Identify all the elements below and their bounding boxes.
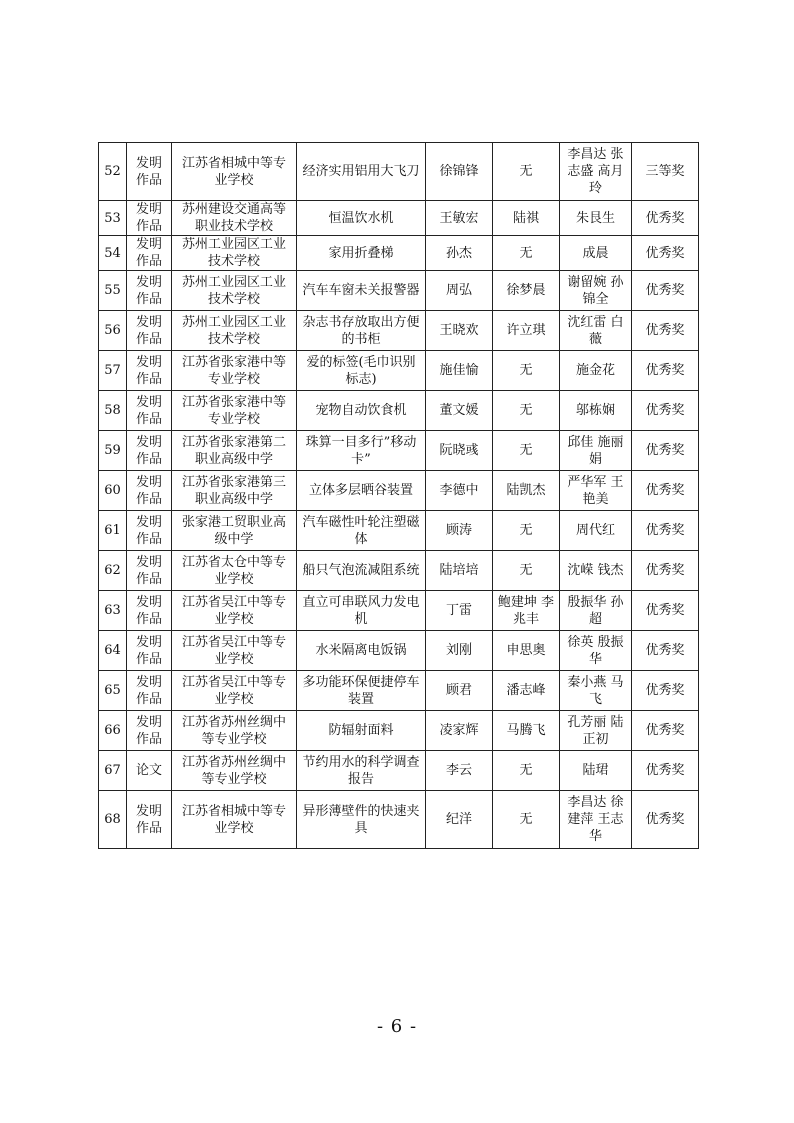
cell-entry-title: 宠物自动饮食机 <box>297 391 426 431</box>
table-row <box>99 143 699 201</box>
cell-instructor: 周代红 <box>560 511 632 551</box>
cell-number: 54 <box>99 236 127 271</box>
cell-author: 王晓欢 <box>426 311 493 351</box>
cell-author: 丁雷 <box>426 591 493 631</box>
cell-coauthor: 无 <box>493 351 560 391</box>
cell-author: 董文媛 <box>426 391 493 431</box>
cell-school: 江苏省相城中等专业学校 <box>172 143 297 201</box>
cell-entry-type: 发明作品 <box>127 791 172 849</box>
table-row <box>99 551 699 591</box>
cell-author: 李云 <box>426 751 493 791</box>
cell-entry-type: 发明作品 <box>127 201 172 236</box>
cell-number: 61 <box>99 511 127 551</box>
cell-instructor: 沈嵘 钱杰 <box>560 551 632 591</box>
cell-author: 阮晓彧 <box>426 431 493 471</box>
cell-entry-type: 发明作品 <box>127 711 172 751</box>
cell-author: 纪洋 <box>426 791 493 849</box>
cell-school: 苏州工业园区工业技术学校 <box>172 236 297 271</box>
cell-award: 优秀奖 <box>632 591 699 631</box>
cell-entry-type: 发明作品 <box>127 236 172 271</box>
cell-award: 优秀奖 <box>632 351 699 391</box>
cell-school: 苏州建设交通高等职业技术学校 <box>172 201 297 236</box>
cell-coauthor: 无 <box>493 236 560 271</box>
cell-entry-type: 发明作品 <box>127 591 172 631</box>
cell-coauthor: 无 <box>493 751 560 791</box>
cell-coauthor: 陆祺 <box>493 201 560 236</box>
cell-coauthor: 潘志峰 <box>493 671 560 711</box>
cell-entry-type: 论文 <box>127 751 172 791</box>
cell-entry-title: 船只气泡流减阻系统 <box>297 551 426 591</box>
cell-number: 55 <box>99 271 127 311</box>
table-row <box>99 751 699 791</box>
cell-number: 62 <box>99 551 127 591</box>
cell-award: 优秀奖 <box>632 631 699 671</box>
cell-instructor: 秦小燕 马飞 <box>560 671 632 711</box>
cell-award: 优秀奖 <box>632 711 699 751</box>
cell-author: 周弘 <box>426 271 493 311</box>
cell-award: 优秀奖 <box>632 511 699 551</box>
cell-number: 57 <box>99 351 127 391</box>
cell-entry-title: 防辐射面料 <box>297 711 426 751</box>
cell-school: 张家港工贸职业高级中学 <box>172 511 297 551</box>
cell-author: 凌家辉 <box>426 711 493 751</box>
cell-instructor: 殷振华 孙超 <box>560 591 632 631</box>
cell-coauthor: 陆凯杰 <box>493 471 560 511</box>
cell-coauthor: 无 <box>493 391 560 431</box>
cell-instructor: 李昌达 张志盛 高月玲 <box>560 143 632 201</box>
cell-author: 徐锦锋 <box>426 143 493 201</box>
cell-entry-title: 汽车磁性叶轮注塑磁体 <box>297 511 426 551</box>
cell-coauthor: 鲍建坤 李兆丰 <box>493 591 560 631</box>
cell-school: 江苏省相城中等专业学校 <box>172 791 297 849</box>
cell-entry-title: 珠算一目多行”移动卡” <box>297 431 426 471</box>
cell-number: 68 <box>99 791 127 849</box>
table-row <box>99 711 699 751</box>
page-number: - 6 - <box>376 1016 418 1037</box>
table-row <box>99 201 699 236</box>
table-row <box>99 351 699 391</box>
cell-instructor: 成晨 <box>560 236 632 271</box>
cell-entry-title: 立体多层晒谷装置 <box>297 471 426 511</box>
cell-entry-type: 发明作品 <box>127 671 172 711</box>
cell-school: 江苏省张家港第二职业高级中学 <box>172 431 297 471</box>
cell-instructor: 谢留婉 孙锦全 <box>560 271 632 311</box>
cell-author: 施佳愉 <box>426 351 493 391</box>
cell-coauthor: 无 <box>493 511 560 551</box>
cell-school: 江苏省苏州丝绸中等专业学校 <box>172 751 297 791</box>
cell-entry-title: 水米隔离电饭锅 <box>297 631 426 671</box>
cell-coauthor: 徐梦晨 <box>493 271 560 311</box>
table-row <box>99 471 699 511</box>
cell-school: 江苏省太仓中等专业学校 <box>172 551 297 591</box>
cell-entry-type: 发明作品 <box>127 143 172 201</box>
cell-award: 优秀奖 <box>632 311 699 351</box>
cell-entry-title: 恒温饮水机 <box>297 201 426 236</box>
cell-entry-type: 发明作品 <box>127 311 172 351</box>
cell-number: 65 <box>99 671 127 711</box>
table-row <box>99 391 699 431</box>
cell-school: 江苏省苏州丝绸中等专业学校 <box>172 711 297 751</box>
cell-coauthor: 无 <box>493 143 560 201</box>
cell-school: 江苏省吴江中等专业学校 <box>172 591 297 631</box>
cell-number: 60 <box>99 471 127 511</box>
table-row <box>99 791 699 849</box>
cell-coauthor: 许立琪 <box>493 311 560 351</box>
cell-award: 优秀奖 <box>632 201 699 236</box>
cell-award: 优秀奖 <box>632 751 699 791</box>
cell-award: 优秀奖 <box>632 391 699 431</box>
cell-author: 王敏宏 <box>426 201 493 236</box>
cell-entry-type: 发明作品 <box>127 511 172 551</box>
cell-number: 67 <box>99 751 127 791</box>
cell-award: 优秀奖 <box>632 431 699 471</box>
awards-table-body <box>99 143 699 849</box>
cell-award: 优秀奖 <box>632 671 699 711</box>
cell-entry-type: 发明作品 <box>127 391 172 431</box>
table-row <box>99 271 699 311</box>
cell-coauthor: 申思奥 <box>493 631 560 671</box>
cell-school: 江苏省张家港中等专业学校 <box>172 391 297 431</box>
cell-number: 52 <box>99 143 127 201</box>
cell-number: 53 <box>99 201 127 236</box>
cell-coauthor: 无 <box>493 431 560 471</box>
cell-instructor: 李昌达 徐建萍 王志华 <box>560 791 632 849</box>
table-row <box>99 431 699 471</box>
cell-number: 58 <box>99 391 127 431</box>
cell-instructor: 徐英 殷振华 <box>560 631 632 671</box>
cell-number: 63 <box>99 591 127 631</box>
cell-entry-title: 爱的标签(毛巾识别标志) <box>297 351 426 391</box>
table-row <box>99 631 699 671</box>
cell-coauthor: 无 <box>493 551 560 591</box>
cell-school: 苏州工业园区工业技术学校 <box>172 271 297 311</box>
cell-coauthor: 无 <box>493 791 560 849</box>
cell-number: 56 <box>99 311 127 351</box>
table-row <box>99 236 699 271</box>
cell-instructor: 施金花 <box>560 351 632 391</box>
cell-entry-title: 家用折叠梯 <box>297 236 426 271</box>
cell-school: 苏州工业园区工业技术学校 <box>172 311 297 351</box>
cell-entry-type: 发明作品 <box>127 271 172 311</box>
cell-coauthor: 马腾飞 <box>493 711 560 751</box>
cell-instructor: 沈红雷 白薇 <box>560 311 632 351</box>
cell-school: 江苏省吴江中等专业学校 <box>172 671 297 711</box>
table-row <box>99 311 699 351</box>
cell-entry-title: 直立可串联风力发电机 <box>297 591 426 631</box>
cell-entry-title: 节约用水的科学调查报告 <box>297 751 426 791</box>
cell-number: 64 <box>99 631 127 671</box>
cell-instructor: 邱佳 施丽娟 <box>560 431 632 471</box>
cell-number: 66 <box>99 711 127 751</box>
cell-author: 李德中 <box>426 471 493 511</box>
cell-author: 刘刚 <box>426 631 493 671</box>
cell-entry-title: 经济实用铝用大飞刀 <box>297 143 426 201</box>
cell-school: 江苏省吴江中等专业学校 <box>172 631 297 671</box>
cell-instructor: 邬栋娴 <box>560 391 632 431</box>
cell-award: 优秀奖 <box>632 791 699 849</box>
cell-instructor: 严华军 王艳美 <box>560 471 632 511</box>
table-row <box>99 671 699 711</box>
cell-instructor: 孔芳丽 陆正初 <box>560 711 632 751</box>
awards-table <box>98 142 699 849</box>
cell-school: 江苏省张家港中等专业学校 <box>172 351 297 391</box>
cell-instructor: 陆珺 <box>560 751 632 791</box>
cell-entry-type: 发明作品 <box>127 471 172 511</box>
cell-award: 优秀奖 <box>632 271 699 311</box>
cell-school: 江苏省张家港第三职业高级中学 <box>172 471 297 511</box>
cell-entry-type: 发明作品 <box>127 551 172 591</box>
cell-instructor: 朱艮生 <box>560 201 632 236</box>
cell-award: 优秀奖 <box>632 471 699 511</box>
cell-author: 顾涛 <box>426 511 493 551</box>
cell-author: 顾君 <box>426 671 493 711</box>
cell-entry-type: 发明作品 <box>127 351 172 391</box>
cell-author: 陆培培 <box>426 551 493 591</box>
cell-award: 优秀奖 <box>632 551 699 591</box>
cell-entry-type: 发明作品 <box>127 431 172 471</box>
cell-author: 孙杰 <box>426 236 493 271</box>
table-row <box>99 511 699 551</box>
cell-entry-title: 杂志书存放取出方便的书柜 <box>297 311 426 351</box>
cell-entry-title: 异形薄壁件的快速夹具 <box>297 791 426 849</box>
cell-entry-type: 发明作品 <box>127 631 172 671</box>
cell-number: 59 <box>99 431 127 471</box>
table-row <box>99 591 699 631</box>
cell-entry-title: 多功能环保便捷停车装置 <box>297 671 426 711</box>
cell-entry-title: 汽车车窗未关报警器 <box>297 271 426 311</box>
cell-award: 优秀奖 <box>632 236 699 271</box>
cell-award: 三等奖 <box>632 143 699 201</box>
